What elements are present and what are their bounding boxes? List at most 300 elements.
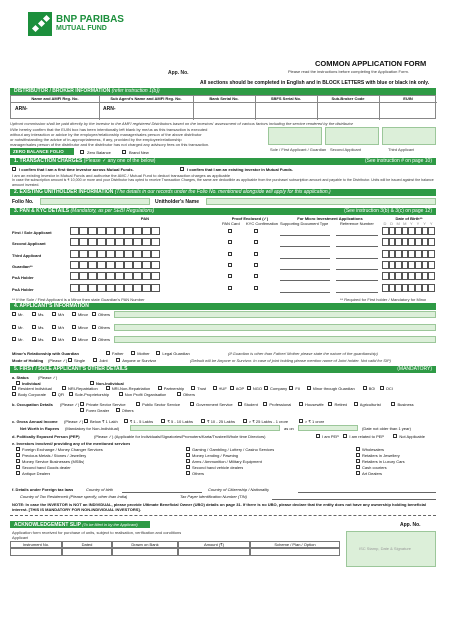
dob-char-box[interactable] [428, 272, 435, 280]
pan-char-box[interactable] [133, 284, 142, 292]
individual-label: Individual [22, 381, 41, 386]
dob-char-box[interactable] [408, 238, 415, 246]
business-option-label: Antique Dealers [22, 471, 51, 476]
title-checkbox[interactable] [92, 312, 96, 316]
dob-format-letter: M [403, 221, 407, 226]
pan-char-box[interactable] [79, 238, 88, 246]
title-checkbox[interactable] [52, 337, 56, 341]
business-option-checkbox[interactable] [186, 459, 190, 463]
pep-option-checkbox[interactable] [343, 434, 347, 438]
pan-char-box[interactable] [106, 284, 115, 292]
business-option-checkbox[interactable] [16, 453, 20, 457]
title-checkbox[interactable] [52, 325, 56, 329]
pep-option-checkbox[interactable] [393, 434, 397, 438]
pep-option-checkbox[interactable] [316, 434, 320, 438]
occupation-option-label: Government Service [196, 402, 233, 407]
pan-footnote-right: ** Required for First holder / Mandatory for Minor [340, 297, 427, 302]
occupation-option-label: Public Sector Service [142, 402, 181, 407]
folio-no-input[interactable] [40, 198, 150, 205]
pan-char-box[interactable] [133, 261, 142, 269]
applicant-name-input[interactable] [114, 324, 436, 331]
pan-char-box[interactable] [151, 238, 160, 246]
income-option-checkbox[interactable] [243, 419, 247, 423]
business-option-b-checkbox[interactable] [356, 453, 360, 457]
status-option-checkbox[interactable] [247, 386, 251, 390]
existing-investor-checkbox[interactable] [180, 167, 184, 171]
dob-char-box[interactable] [415, 250, 422, 258]
pan-char-box[interactable] [151, 261, 160, 269]
status-option-label: NRI-Repatriation [67, 386, 98, 391]
signature-third-label: Third Applicant [388, 147, 415, 152]
minor-relationship-options [106, 351, 226, 356]
pan-kyc-table [10, 227, 436, 295]
dob-char-box[interactable] [408, 261, 415, 269]
income-option-checkbox[interactable] [161, 419, 165, 423]
dob-char-box[interactable] [382, 250, 389, 258]
micro-ref-line [336, 258, 378, 259]
kyc-confirmation-checkbox[interactable] [254, 263, 258, 267]
business-option-b-label: Retailers in Jewellery [362, 453, 400, 458]
pan-char-box[interactable] [133, 250, 142, 258]
pan-char-box[interactable] [97, 227, 106, 235]
status-option-label: Trust [197, 386, 207, 391]
dob-char-box[interactable] [382, 238, 389, 246]
pan-card-checkbox[interactable] [228, 274, 232, 278]
business-option-label: Money Lending / Pawning [192, 453, 239, 458]
status-option-checkbox[interactable] [191, 386, 195, 390]
net-worth-label: Net Worth in Rupees [20, 426, 60, 431]
dob-format-letter: Y [423, 221, 426, 226]
dob-char-box[interactable] [408, 250, 415, 258]
occupation-option-label: Agriculturist [359, 402, 381, 407]
business-option-checkbox[interactable] [16, 471, 20, 475]
acknowledgement-bar: ACKNOWLEDGEMENT SLIP (To be filled in by the Applicant) [10, 521, 150, 528]
dob-char-box[interactable] [428, 261, 435, 269]
dob-char-box[interactable] [415, 238, 422, 246]
mode-of-holding-note: (Please ✓) [48, 358, 68, 363]
pan-char-box[interactable] [115, 272, 124, 280]
status-option-checkbox[interactable] [363, 386, 367, 390]
dob-char-box[interactable] [395, 227, 402, 235]
pan-char-box[interactable] [88, 250, 97, 258]
title-checkbox[interactable] [72, 337, 76, 341]
status-option-checkbox[interactable] [213, 386, 217, 390]
business-option-b-checkbox[interactable] [356, 465, 360, 469]
status-option-checkbox[interactable] [158, 386, 162, 390]
business-option-b-label: Cash couriers [362, 465, 387, 470]
mode-of-holding-checkbox[interactable] [116, 358, 120, 362]
micro-doc-type-line [280, 246, 330, 247]
kyc-confirmation-checkbox[interactable] [254, 274, 258, 278]
brand-new-label: Brand New [129, 150, 149, 155]
dob-char-box[interactable] [428, 227, 435, 235]
pan-card-checkbox[interactable] [228, 286, 232, 290]
business-option-b-checkbox[interactable] [356, 459, 360, 463]
dob-char-box[interactable] [422, 238, 429, 246]
occupation-option-checkbox[interactable] [263, 402, 267, 406]
title-checkbox[interactable] [32, 312, 36, 316]
occupation-options [80, 402, 436, 414]
occupation-option-checkbox[interactable] [354, 402, 358, 406]
pan-char-box[interactable] [115, 238, 124, 246]
dob-char-box[interactable] [422, 272, 429, 280]
dob-char-box[interactable] [408, 284, 415, 292]
occupation-note: (Please ✓) [60, 402, 80, 407]
occupation-option-checkbox[interactable] [116, 408, 120, 412]
pan-char-box[interactable] [133, 238, 142, 246]
ack-input-cell[interactable] [250, 548, 340, 556]
pan-char-box[interactable] [151, 250, 160, 258]
income-option-checkbox[interactable] [201, 419, 205, 423]
ack-input-cell[interactable] [62, 548, 112, 556]
relationship-option-label: Father [112, 351, 124, 356]
pan-char-box[interactable] [142, 272, 151, 280]
kyc-confirmation-checkbox[interactable] [254, 286, 258, 290]
pan-char-box[interactable] [88, 238, 97, 246]
first-time-investor-checkbox[interactable] [12, 167, 16, 171]
relationship-checkbox[interactable] [156, 351, 160, 355]
pan-char-box[interactable] [106, 238, 115, 246]
business-option-b-checkbox[interactable] [356, 471, 360, 475]
proof-pan-card-header: PAN Card [222, 221, 240, 226]
title-checkbox[interactable] [12, 325, 16, 329]
relationship-option-label: Mother [137, 351, 150, 356]
dob-char-box[interactable] [422, 284, 429, 292]
dob-format-letter: D [383, 221, 387, 226]
pan-char-box[interactable] [151, 272, 160, 280]
title-checkbox[interactable] [32, 325, 36, 329]
relationship-checkbox[interactable] [106, 351, 110, 355]
ubo-note: NOTE: In case the INVESTOR is NOT an INDIVIDUAL, please provide Ultimate Beneficial Owner (UBO) details on page 31. If there is no UBO, please declare that the entity does not have any ownership holding beneficial interest. [THIS IS MANDATORY FOR NON-INDIVIDUAL INVESTORS]. [12, 502, 427, 512]
occupation-label: b. Occupation Details [12, 402, 53, 407]
arn-field-1[interactable]: ARN- [15, 106, 28, 112]
dob-char-box[interactable] [402, 272, 409, 280]
occupation-option-checkbox[interactable] [136, 402, 140, 406]
pan-char-box[interactable] [79, 227, 88, 235]
micro-ref-line [336, 235, 378, 236]
pan-char-box[interactable] [115, 227, 124, 235]
occupation-option-checkbox[interactable] [238, 402, 242, 406]
status-option-checkbox[interactable] [69, 392, 73, 396]
status-option-checkbox[interactable] [230, 386, 234, 390]
dob-char-box[interactable] [415, 272, 422, 280]
transaction-charges-bar: 1. TRANSACTION CHARGES (Please ✓ any one of the below) (See instruction # on page 10) [10, 158, 436, 165]
micro-doc-type-line [280, 269, 330, 270]
pan-char-box[interactable] [142, 261, 151, 269]
pan-char-box[interactable] [115, 284, 124, 292]
ack-col-header: Drawn on Bank [131, 542, 159, 547]
income-label: c. Gross Annual Income [12, 419, 58, 424]
status-option-checkbox[interactable] [307, 386, 311, 390]
proof-column-header: Proof Enclosed (✓) [231, 216, 269, 221]
euin-declaration: I/We hereby confirm that the EUIN box has been intentionally left blank by me/us as this transaction is executed without any interaction or advice by the employee/relationship manager/sales person of the above distributor or notwithstanding the advice of in-appropriateness, if any, provided by the employee/relationship manager/sales person of the distributor and the distributor has not charged any advisory fees on this transaction. [10, 127, 210, 147]
dob-char-box[interactable] [389, 238, 396, 246]
existing-unitholder-bar: 2. EXISTING UNITHOLDER INFORMATION (The details in our records under the Folio No. mentioned alongside will apply for this application.) [10, 189, 436, 196]
status-option-checkbox[interactable] [119, 392, 123, 396]
pan-char-box[interactable] [70, 261, 79, 269]
dob-char-box[interactable] [382, 284, 389, 292]
pan-kyc-bar: 3. PAN & KYC DETAILS (Mandatory, as per SEBI Regulations) (See instruction 3(b) & 3(c) on page 12) [10, 208, 436, 215]
relationship-checkbox[interactable] [131, 351, 135, 355]
applicant-name-input[interactable] [114, 311, 436, 318]
dob-char-box[interactable] [395, 238, 402, 246]
occupation-option-checkbox[interactable] [80, 402, 84, 406]
status-option-label: NRI-Non-Repatriation [111, 386, 151, 391]
pan-card-checkbox[interactable] [228, 240, 232, 244]
dob-char-box[interactable] [389, 284, 396, 292]
mode-of-holding-checkbox[interactable] [93, 358, 97, 362]
mode-of-holding-option-label: Single [74, 358, 86, 363]
occupation-option-checkbox[interactable] [80, 408, 84, 412]
status-option-checkbox[interactable] [177, 392, 181, 396]
pan-char-box[interactable] [124, 227, 133, 235]
distributor-col-subagent: Sub Agent's Name and AMFI Reg. No. [110, 96, 182, 101]
occupation-option-checkbox[interactable] [328, 402, 332, 406]
pan-char-box[interactable] [70, 250, 79, 258]
pan-char-box[interactable] [142, 227, 151, 235]
title-label: Minor [78, 324, 89, 330]
occupation-option-checkbox[interactable] [391, 402, 395, 406]
title-checkbox[interactable] [92, 337, 96, 341]
business-option-label: Money Service Businesses (MSBs) [22, 459, 85, 464]
foreign-tax-residence-label: Country of Tax Residence# (Please specify, other than India) [20, 494, 128, 499]
income-option-label: > ₹ 1 crore [304, 419, 325, 424]
business-option-checkbox[interactable] [186, 465, 190, 469]
pan-char-box[interactable] [142, 284, 151, 292]
pan-char-box[interactable] [124, 238, 133, 246]
business-option-label: Others [192, 471, 205, 476]
foreign-tax-label: f. Details under Foreign tax laws [12, 487, 74, 492]
dob-char-box[interactable] [402, 227, 409, 235]
status-option-checkbox[interactable] [12, 386, 16, 390]
minor-relationship-label: Minor's Relationship with Guardian [12, 351, 79, 356]
dob-char-box[interactable] [395, 250, 402, 258]
mode-of-holding-option-label: Anyone or Survivor [122, 358, 157, 363]
pan-char-box[interactable] [79, 272, 88, 280]
title-label: Ms. [38, 337, 45, 342]
applicant-name-input[interactable] [114, 336, 436, 343]
status-option-checkbox[interactable] [380, 386, 384, 390]
pan-char-box[interactable] [97, 250, 106, 258]
dob-char-box[interactable] [382, 227, 389, 235]
pan-row-label: Second Applicant [12, 241, 46, 247]
arn-field-2[interactable]: ARN- [103, 106, 116, 112]
business-option-checkbox[interactable] [16, 459, 20, 463]
dob-char-box[interactable] [395, 272, 402, 280]
pan-char-box[interactable] [142, 238, 151, 246]
title-checkbox[interactable] [72, 312, 76, 316]
signature-first-applicant[interactable] [268, 127, 322, 145]
zero-balance-checkbox[interactable] [80, 150, 84, 154]
pan-char-box[interactable] [79, 284, 88, 292]
business-option-checkbox[interactable] [186, 453, 190, 457]
pan-char-box[interactable] [79, 250, 88, 258]
business-option-label: Arms / Ammunition / Military Equipment [192, 459, 262, 464]
dob-char-box[interactable] [428, 238, 435, 246]
status-option-checkbox[interactable] [52, 392, 56, 396]
pan-char-box[interactable] [97, 272, 106, 280]
dob-char-box[interactable] [415, 227, 422, 235]
dob-format-letter: Y [410, 221, 413, 226]
unitholder-name-input[interactable] [206, 198, 436, 205]
status-option-checkbox[interactable] [62, 386, 66, 390]
pan-char-box[interactable] [106, 250, 115, 258]
income-option-checkbox[interactable] [84, 419, 88, 423]
income-option-checkbox[interactable] [299, 419, 303, 423]
pan-char-box[interactable] [97, 284, 106, 292]
business-option-b-checkbox[interactable] [356, 447, 360, 451]
ack-input-cell[interactable] [10, 548, 62, 556]
isc-stamp-label: ISC Stamp, Date & Signature [359, 546, 412, 551]
pan-row-label: PoA Holder [12, 275, 34, 281]
pan-card-checkbox[interactable] [228, 263, 232, 267]
pep-option-label: Not Applicable [399, 434, 425, 439]
occupation-option-label: Student [244, 402, 258, 407]
pan-char-box[interactable] [88, 284, 97, 292]
income-option-checkbox[interactable] [124, 419, 128, 423]
isc-stamp-box [346, 531, 436, 567]
dob-char-box[interactable] [395, 261, 402, 269]
income-option-label: ₹ 10 - 25 Lakhs [207, 419, 235, 424]
business-option-label: Gaming / Gambling / Lottery / Casino Services [192, 447, 275, 452]
pan-char-box[interactable] [79, 261, 88, 269]
brand-new-checkbox[interactable] [122, 150, 126, 154]
non-individual-checkbox[interactable] [90, 381, 94, 385]
business-option-label: Foreign Exchange / Money Changer Services [22, 447, 103, 452]
pan-char-box[interactable] [70, 272, 79, 280]
pan-char-box[interactable] [70, 238, 79, 246]
net-worth-input[interactable] [130, 425, 280, 431]
pan-char-box[interactable] [70, 227, 79, 235]
status-option-checkbox[interactable] [12, 392, 16, 396]
dob-format-letter: Y [416, 221, 420, 226]
pan-char-box[interactable] [88, 272, 97, 280]
dob-char-box[interactable] [389, 272, 396, 280]
ack-col-header: Amount (₹) [203, 542, 225, 547]
title-checkbox[interactable] [72, 325, 76, 329]
pan-char-box[interactable] [115, 261, 124, 269]
dob-char-box[interactable] [389, 250, 396, 258]
pan-char-box[interactable] [124, 250, 133, 258]
dob-char-box[interactable] [389, 261, 396, 269]
dob-char-box[interactable] [395, 284, 402, 292]
title-checkbox[interactable] [12, 337, 16, 341]
dob-char-box[interactable] [422, 261, 429, 269]
pep-option-label: I am PEP [322, 434, 339, 439]
dob-char-box[interactable] [382, 272, 389, 280]
dob-char-box[interactable] [428, 284, 435, 292]
status-label: a. Status [12, 375, 29, 380]
pan-card-checkbox[interactable] [228, 252, 232, 256]
title-checkbox[interactable] [52, 312, 56, 316]
pan-char-box[interactable] [151, 227, 160, 235]
pan-char-box[interactable] [97, 261, 106, 269]
dob-char-box[interactable] [422, 227, 429, 235]
status-option-checkbox[interactable] [289, 386, 293, 390]
ack-input-cell[interactable] [112, 548, 178, 556]
title-checkbox[interactable] [32, 337, 36, 341]
signature-third-applicant[interactable] [382, 127, 436, 145]
pan-char-box[interactable] [133, 272, 142, 280]
pep-option-label: I am related to PEP [349, 434, 385, 439]
dob-char-box[interactable] [422, 250, 429, 258]
title-checkbox[interactable] [12, 312, 16, 316]
net-worth-as-on: as on [284, 426, 294, 431]
pan-char-box[interactable] [124, 261, 133, 269]
income-note: (Please ✓) [64, 419, 84, 424]
pan-column-header: PAN [140, 216, 150, 221]
upfront-commission-note: Upfront commission shall be paid directly by the investor to the AMFI registered Distributors based on the investors' assessment of various factors including the service rendered by the distributor [10, 121, 353, 126]
dob-char-box[interactable] [428, 250, 435, 258]
business-option-checkbox[interactable] [186, 471, 190, 475]
occupation-option-checkbox[interactable] [190, 402, 194, 406]
pan-char-box[interactable] [88, 227, 97, 235]
pan-char-box[interactable] [124, 284, 133, 292]
distributor-table [10, 95, 436, 119]
kyc-confirmation-checkbox[interactable] [254, 229, 258, 233]
net-worth-date-input[interactable] [298, 425, 358, 431]
kyc-confirmation-checkbox[interactable] [254, 240, 258, 244]
dob-char-box[interactable] [389, 227, 396, 235]
dob-char-box[interactable] [415, 284, 422, 292]
micro-investment-header: For Micro Investment Applications [297, 216, 363, 221]
dob-char-box[interactable] [408, 272, 415, 280]
micro-ref-line [336, 292, 378, 293]
status-option-label: AOP [235, 386, 245, 391]
ack-input-cell[interactable] [178, 548, 250, 556]
pan-char-box[interactable] [106, 272, 115, 280]
pep-note: (Please ✓) (Applicable for Individuals/Signatories/Promoters/Karta/Trustee/Whole time Directors) [94, 434, 266, 439]
applicant-info-bar: 4. APPLICANT'S INFORMATION [10, 303, 436, 310]
mode-of-holding-checkbox[interactable] [68, 358, 72, 362]
business-option-checkbox[interactable] [186, 447, 190, 451]
dob-char-box[interactable] [382, 261, 389, 269]
business-option-checkbox[interactable] [16, 465, 20, 469]
block-letters-note: All sections should be completed in English and in BLOCK LETTERS with blue or black ink only. [200, 80, 430, 86]
pan-char-box[interactable] [106, 227, 115, 235]
pan-char-box[interactable] [97, 238, 106, 246]
status-option-checkbox[interactable] [264, 386, 268, 390]
kyc-confirmation-checkbox[interactable] [254, 252, 258, 256]
dob-char-box[interactable] [402, 284, 409, 292]
mode-of-holding-label: Mode of Holding [12, 358, 44, 363]
dob-char-box[interactable] [402, 250, 409, 258]
pan-char-box[interactable] [133, 227, 142, 235]
pan-char-box[interactable] [106, 261, 115, 269]
pan-char-box[interactable] [142, 250, 151, 258]
signature-second-applicant[interactable] [325, 127, 379, 145]
pan-char-box[interactable] [88, 261, 97, 269]
occupation-option-checkbox[interactable] [299, 402, 303, 406]
individual-checkbox[interactable] [16, 381, 20, 385]
micro-doc-type-line [280, 235, 330, 236]
pan-char-box[interactable] [115, 250, 124, 258]
status-option-checkbox[interactable] [106, 386, 110, 390]
business-option-checkbox[interactable] [16, 447, 20, 451]
title-checkbox[interactable] [92, 325, 96, 329]
pan-char-box[interactable] [124, 272, 133, 280]
pan-char-box[interactable] [151, 284, 160, 292]
dob-char-box[interactable] [402, 238, 409, 246]
dob-char-box[interactable] [415, 261, 422, 269]
mode-of-holding-option-label: Joint [99, 358, 108, 363]
dob-char-box[interactable] [408, 227, 415, 235]
dob-char-box[interactable] [402, 261, 409, 269]
pan-char-box[interactable] [70, 284, 79, 292]
relationship-option-label: Legal Guardian [162, 351, 190, 356]
pan-card-checkbox[interactable] [228, 229, 232, 233]
status-option-label: Sole-Proprietorship [74, 392, 110, 397]
